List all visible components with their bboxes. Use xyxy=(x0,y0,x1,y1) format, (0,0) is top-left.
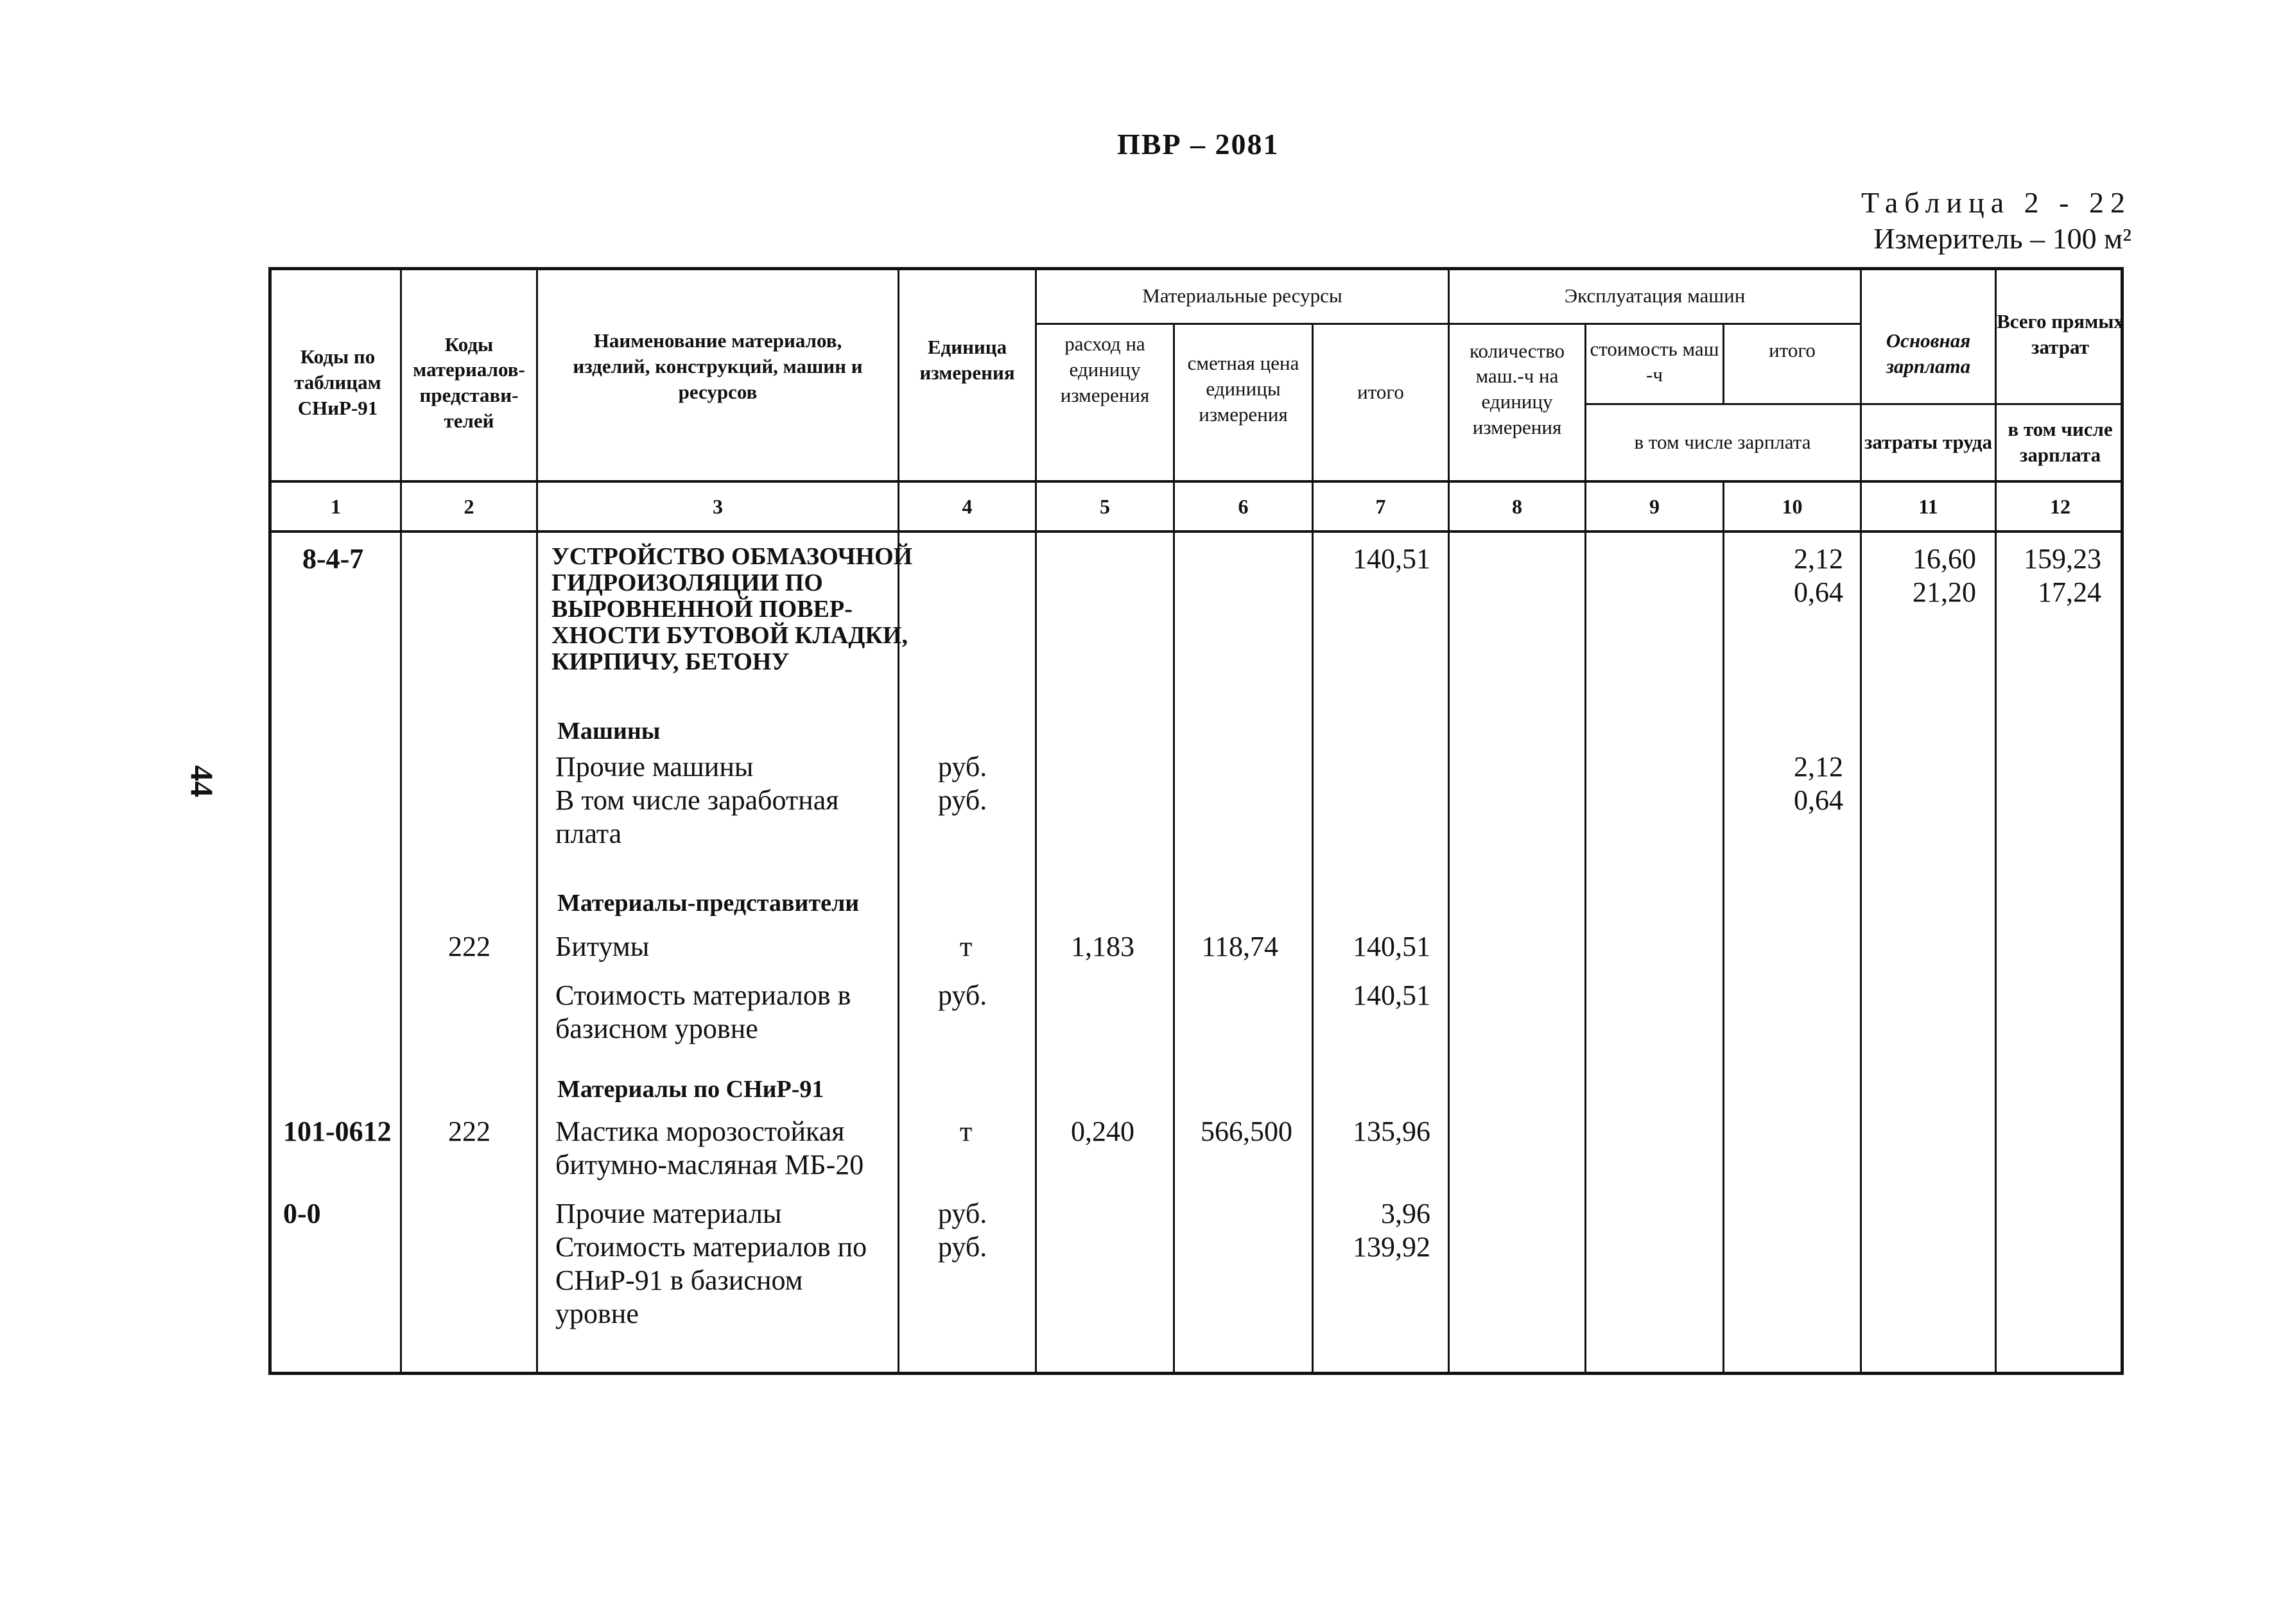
col-divider xyxy=(1723,482,1724,1375)
mastic-code: 101-0612 xyxy=(283,1116,392,1147)
section-snir: Материалы по СНиР-91 xyxy=(557,1076,824,1103)
main-direct-total: 159,23 xyxy=(2024,543,2101,574)
mastic-price: 566,500 xyxy=(1201,1116,1292,1147)
col-number: 9 xyxy=(1649,494,1660,518)
row-divider xyxy=(1035,323,1862,325)
col-number: 12 xyxy=(2050,494,2070,518)
mastic-name: Мастика морозостойкая xyxy=(555,1116,845,1147)
machines-wages-name: плата xyxy=(555,818,622,849)
main-name-line: УСТРОЙСТВО ОБМАЗОЧНОЙ xyxy=(551,543,913,570)
col-number: 5 xyxy=(1100,494,1110,518)
header-basic-salary: Основная зарплата xyxy=(1886,329,1971,377)
main-code: 8-4-7 xyxy=(302,543,364,574)
main-name-line: ГИДРОИЗОЛЯЦИИ ПО xyxy=(551,569,823,596)
materials-cost-base-name: базисном уровне xyxy=(555,1013,758,1044)
col-divider xyxy=(898,270,899,1375)
header-consumption: расход на единицу измерения xyxy=(1060,333,1150,406)
materials-cost-snir-name: СНиР-91 в базисном xyxy=(555,1265,803,1296)
main-machines-salary: 0,64 xyxy=(1794,576,1843,608)
resource-table xyxy=(268,267,2124,1375)
table-number: Таблица 2 - 22 xyxy=(1861,186,2131,219)
col-number: 10 xyxy=(1782,494,1803,518)
header-labor-costs: затраты труда xyxy=(1864,431,1993,454)
col-number: 4 xyxy=(962,494,973,518)
col-divider xyxy=(1035,270,1037,1375)
header-codes-representatives: Коды материалов-представи-телей xyxy=(413,333,525,432)
main-name-line: ХНОСТИ БУТОВОЙ КЛАДКИ, xyxy=(551,622,908,649)
materials-cost-base-unit: руб. xyxy=(938,980,987,1011)
row-divider xyxy=(1584,403,1862,405)
header-estimated-price: сметная цена единицы измерения xyxy=(1187,352,1299,426)
col-number: 6 xyxy=(1238,494,1249,518)
col-number: 11 xyxy=(1918,494,1938,518)
main-name-line: ВЫРОВНЕННОЙ ПОВЕР- xyxy=(551,596,853,623)
other-materials-unit: руб. xyxy=(938,1198,987,1229)
machines-wages-unit: руб. xyxy=(938,784,987,816)
header-unit: Единица измерения xyxy=(919,336,1015,384)
header-total-machines: итого xyxy=(1769,339,1816,362)
other-materials-name: Прочие материалы xyxy=(555,1198,782,1229)
main-basic-salary: 16,60 xyxy=(1913,543,1976,574)
col-divider xyxy=(536,270,538,1375)
col-number: 7 xyxy=(1375,494,1386,518)
other-machines-unit: руб. xyxy=(938,751,987,782)
header-codes-by-tables: Коды по таблицам СНиР-91 xyxy=(294,345,381,419)
col-number: 1 xyxy=(331,494,341,518)
bitumen-consumption: 1,183 xyxy=(1071,931,1134,962)
other-machines-value: 2,12 xyxy=(1794,751,1843,782)
header-total-materials: итого xyxy=(1357,381,1404,404)
section-representatives: Материалы-представители xyxy=(557,890,860,917)
header-incl-salary-machines: в том числе зарплата xyxy=(1634,431,1811,454)
table-label-block xyxy=(1861,185,2131,257)
mastic-unit: т xyxy=(960,1116,973,1147)
row-divider xyxy=(272,530,2124,533)
main-machines-total: 2,12 xyxy=(1794,543,1843,574)
header-material-resources: Материальные ресурсы xyxy=(1142,284,1342,307)
other-machines-name: Прочие машины xyxy=(555,751,754,782)
other-materials-code: 0-0 xyxy=(283,1198,321,1229)
materials-cost-snir-total: 139,92 xyxy=(1353,1231,1430,1263)
mastic-consumption: 0,240 xyxy=(1071,1116,1134,1147)
col-number: 2 xyxy=(464,494,474,518)
bitumen-total: 140,51 xyxy=(1353,931,1430,962)
materials-cost-snir-name: уровне xyxy=(555,1298,639,1329)
header-machine-cost: стоимость маш -ч xyxy=(1590,337,1719,386)
bitumen-unit: т xyxy=(960,931,973,962)
section-machines: Машины xyxy=(557,718,661,745)
row-divider xyxy=(1860,403,2124,405)
main-name-line: КИРПИЧУ, БЕТОНУ xyxy=(551,648,790,675)
materials-cost-snir-name: Стоимость материалов по xyxy=(555,1231,867,1263)
header-machine-hours: количество маш.-ч на единицу измерения xyxy=(1470,339,1565,438)
col-number: 8 xyxy=(1512,494,1522,518)
mastic-rep-code: 222 xyxy=(448,1116,490,1147)
machines-wages-name: В том числе заработная xyxy=(555,784,839,816)
header-machine-operation: Эксплуатация машин xyxy=(1564,284,1746,307)
materials-cost-snir-unit: руб. xyxy=(938,1231,987,1263)
page-number: 44 xyxy=(184,765,220,797)
other-materials-total: 3,96 xyxy=(1381,1198,1430,1229)
bitumen-price: 118,74 xyxy=(1201,931,1278,962)
header-total-direct: Всего прямых затрат xyxy=(1997,310,2124,358)
col-number: 3 xyxy=(713,494,723,518)
materials-cost-base-name: Стоимость материалов в xyxy=(555,980,851,1011)
document-title: ПВР – 2081 xyxy=(1117,128,1280,160)
header-incl-salary-total: в том числе зарплата xyxy=(2008,418,2113,466)
main-labor-costs: 21,20 xyxy=(1913,576,1976,608)
mastic-total: 135,96 xyxy=(1353,1116,1430,1147)
main-total-materials: 140,51 xyxy=(1353,543,1430,574)
measurement-unit: Измеритель – 100 м² xyxy=(1873,222,2131,255)
bitumen-name: Битумы xyxy=(555,931,650,962)
machines-wages-value: 0,64 xyxy=(1794,784,1843,816)
main-direct-salary: 17,24 xyxy=(2038,576,2101,608)
header-names: Наименование материалов, изделий, конструкций, машин и ресурсов xyxy=(573,329,863,403)
mastic-name: битумно-масляная МБ-20 xyxy=(555,1149,864,1180)
bitumen-rep-code: 222 xyxy=(448,931,490,962)
materials-cost-base-total: 140,51 xyxy=(1353,980,1430,1011)
